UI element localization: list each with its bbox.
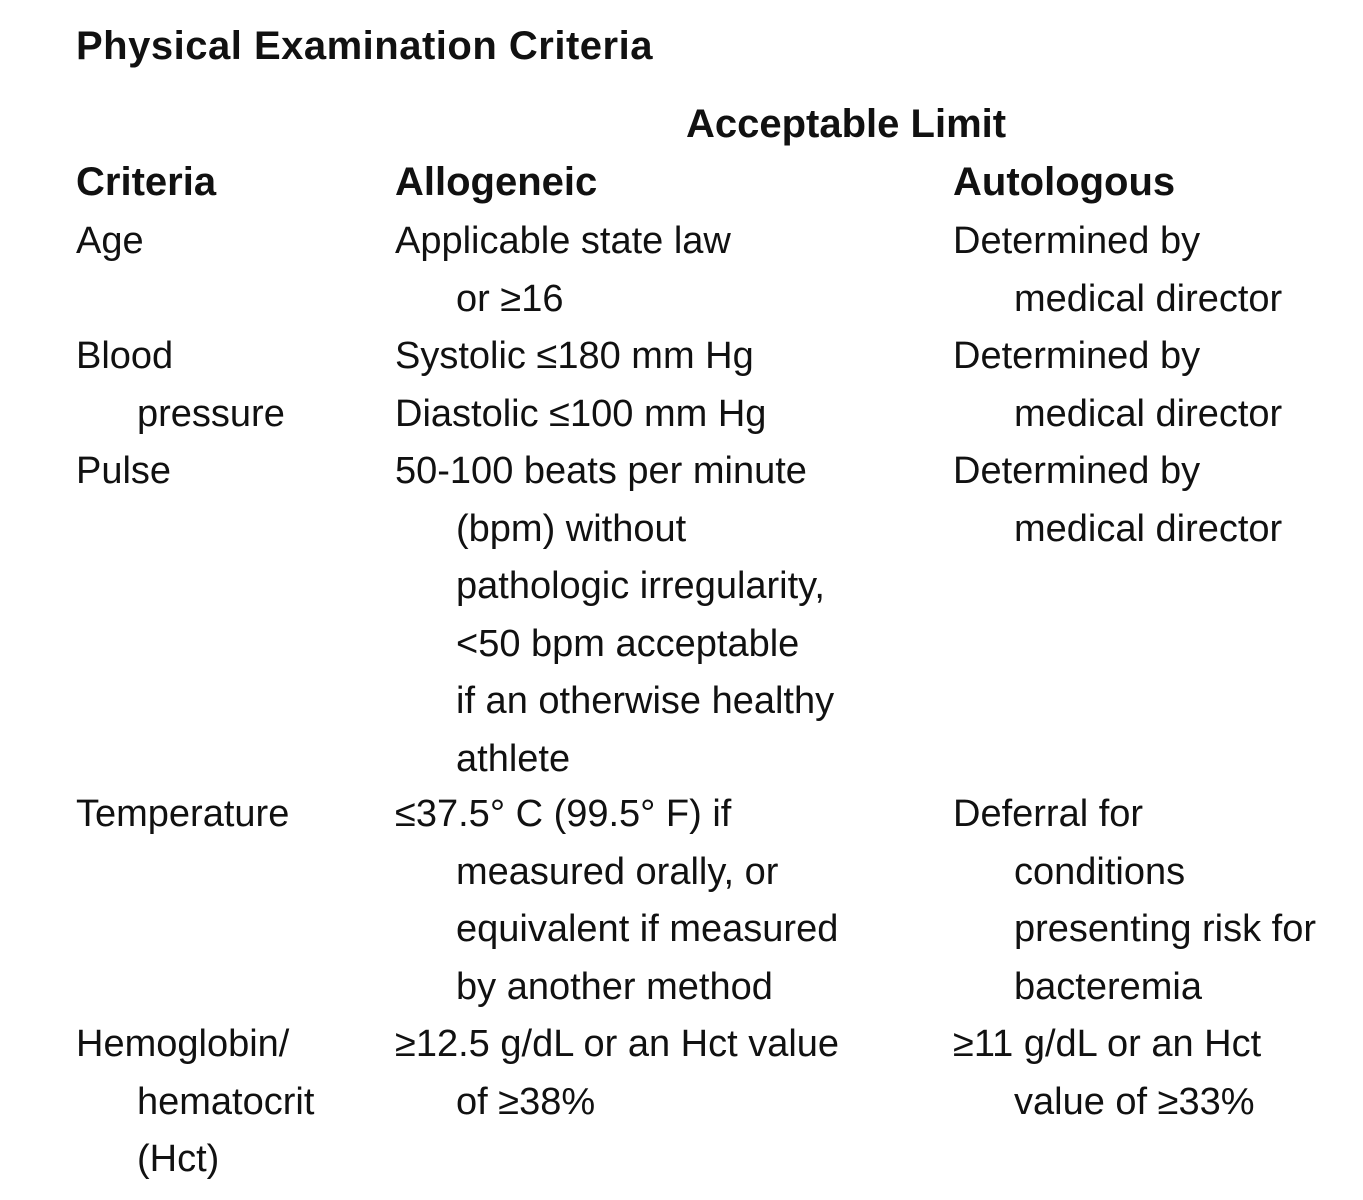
cell-line: or ≥16 — [456, 277, 564, 320]
cell-line: pathologic irregularity, — [456, 565, 825, 607]
cell-line: medical director — [1014, 277, 1283, 320]
criteria-cell — [76, 328, 285, 443]
cell-line: ≥11 g/dL or an Hct — [953, 1023, 1262, 1065]
cell-line: of ≥38% — [456, 1080, 596, 1123]
cell-line: Age — [76, 220, 144, 262]
cell-line: Deferral for — [953, 793, 1144, 835]
allogeneic-cell — [395, 1016, 839, 1131]
allogeneic-cell — [395, 786, 838, 1016]
cell-line: Temperature — [76, 793, 290, 835]
autologous-column-header: Autologous — [953, 160, 1176, 204]
allogeneic-cell — [395, 443, 834, 788]
cell-line: if an otherwise healthy — [456, 680, 835, 722]
autologous-cell — [953, 1016, 1261, 1131]
autologous-cell — [953, 328, 1282, 443]
cell-line: (Hct) — [137, 1138, 220, 1180]
cell-line: Applicable state law — [395, 220, 731, 262]
allogeneic-cell — [395, 213, 731, 328]
cell-line: measured orally, or — [456, 850, 779, 893]
cell-line: hematocrit — [137, 1080, 315, 1123]
cell-line: by another method — [456, 965, 773, 1008]
cell-line: Diastolic ≤100 mm Hg — [395, 392, 767, 435]
cell-line: Systolic ≤180 mm Hg — [395, 335, 754, 377]
cell-line: medical director — [1014, 392, 1283, 435]
cell-line: pressure — [137, 392, 285, 435]
criteria-column-header: Criteria — [76, 160, 217, 204]
autologous-cell — [953, 786, 1316, 1016]
cell-line: 50-100 beats per minute — [395, 450, 807, 492]
cell-line: conditions — [1014, 850, 1186, 893]
cell-line: presenting risk for — [1014, 908, 1317, 950]
cell-line: <50 bpm acceptable — [456, 622, 800, 665]
criteria-cell — [76, 213, 144, 271]
criteria-cell — [76, 1016, 314, 1189]
cell-line: equivalent if measured — [456, 908, 839, 950]
cell-line: athlete — [456, 737, 571, 780]
allogeneic-cell — [395, 328, 766, 443]
acceptable-limit-header: Acceptable Limit — [686, 102, 1007, 146]
cell-line: bacteremia — [1014, 965, 1202, 1008]
autologous-cell — [953, 213, 1282, 328]
cell-line: ≤37.5° C (99.5° F) if — [395, 793, 732, 835]
criteria-cell — [76, 786, 289, 844]
cell-line: Hemoglobin/ — [76, 1023, 290, 1065]
cell-line: Pulse — [76, 450, 172, 492]
cell-line: (bpm) without — [456, 507, 687, 550]
cell-line: Determined by — [953, 220, 1201, 262]
cell-line: medical director — [1014, 507, 1283, 550]
autologous-cell — [953, 443, 1282, 558]
cell-line: Determined by — [953, 450, 1201, 492]
cell-line: ≥12.5 g/dL or an Hct value — [395, 1023, 840, 1065]
criteria-cell — [76, 443, 171, 501]
cell-line: Determined by — [953, 335, 1201, 377]
cell-line: Blood — [76, 335, 174, 377]
allogeneic-column-header: Allogeneic — [395, 160, 598, 204]
cell-line: value of ≥33% — [1014, 1080, 1255, 1123]
page-title: Physical Examination Criteria — [76, 24, 653, 68]
